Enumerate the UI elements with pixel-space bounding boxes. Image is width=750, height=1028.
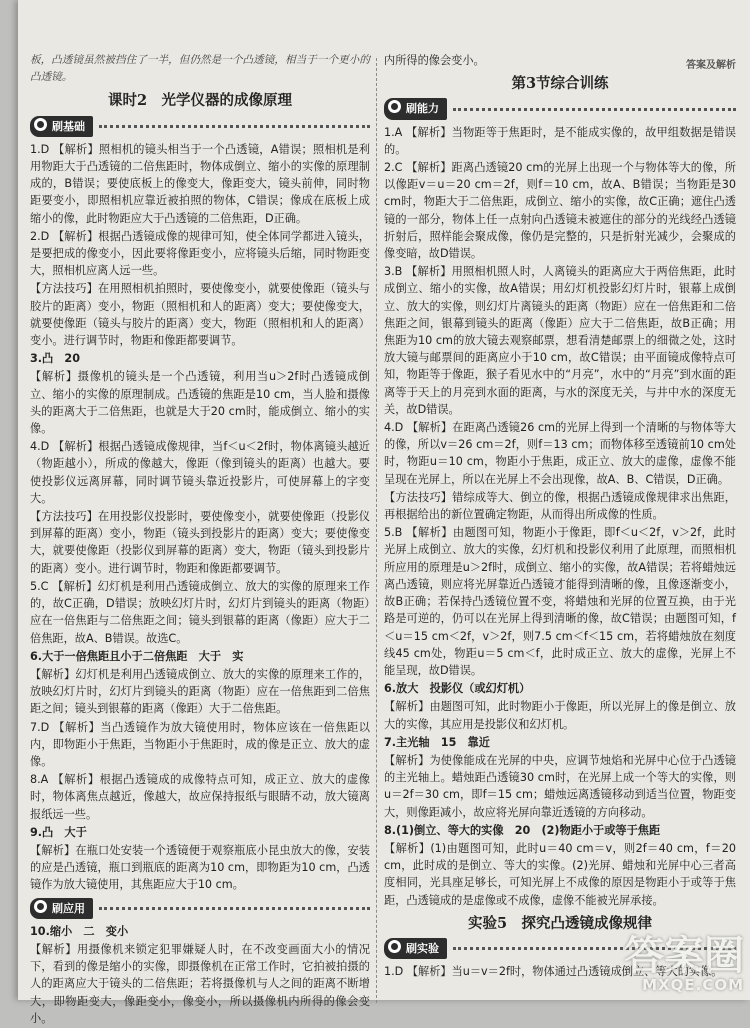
- tag-dots: [99, 907, 370, 910]
- left-column: [30, 52, 370, 1028]
- document-page: [18, 0, 750, 1025]
- answer-l9: 9.凸 大于: [30, 825, 87, 839]
- answer-r3: 3.B 【解析】用照相机照人时，人离镜头的距离应大于两倍焦距，此时成倒立、缩小的实像，故A错误；用幻灯机投影幻灯片时，银幕上成倒立、放大的实像，则幻灯片离镜头的距离（物距）应在一倍焦距和二倍焦距之间，银幕到镜头的距离（像距）应大于二倍焦距，故B正确；用焦距为10 cm的放大镜去观察邮票，想看清楚邮票上的细微之处，这时放大镜与邮票间的距离应小于10 cm，故C错误；由平面镜成像特点可知，物距等于像距，猴子看见水中的“月亮”，水中的“月亮”到水面的距离等于天上的月亮到水面的距离，与水的深度无关，与井中水的深度无关，故D错误。: [384, 265, 736, 416]
- answer-r6-analysis: 【解析】由题图可知，此时物距小于像距，所以光屏上的像是倒立、放大的实像，其应用是投影仪和幻灯机。: [384, 700, 736, 731]
- answer-r2: 2.C 【解析】距离凸透镜20 cm的光屏上出现一个与物体等大的像，所以像距v＝u＝20 cm＝2f，则f＝10 cm，故A、B错误；当物距是30 cm时，物距大于二倍焦距，成倒立、缩小的实像，故C正确；遮住凸透镜的一部分，物体上任一点射向凸透镜未被遮住的部分的光线经凸透镜折射后，照样能会聚成像，像仍是完整的，只是折射光减少，会聚成的像变暗，故D错误。: [384, 161, 736, 261]
- tag-apply: [30, 898, 370, 919]
- tip-l1: 【方法技巧】在用照相机拍照时，要使像变小，就要使像距（镜头与胶片的距离）变小，物距（照相机和人的距离）变大；要使像变大，就要使像距（镜头与胶片的距离）变大，物距（照相机和人的距离）变小。进行调节时，物距和像距都要调节。: [30, 282, 370, 348]
- answer-r8-analysis: 【解析】(1)由题图可知，此时u＝40 cm＝v，则2f＝40 cm，f＝20 cm，此时成的是倒立、等大的实像。(2)光屏、蜡烛和光屏中心三者高度相同，光具座足够长，可知光屏上不成像的原因是物距小于或等于焦距，凸透镜成的是虚像或不成像，虚像不能被光屏承接。: [384, 841, 736, 907]
- tag-experiment-label: 刷实验: [406, 941, 439, 955]
- watermark-logo: 答案圈: [624, 933, 744, 979]
- tip-l2: 【方法技巧】在用投影仪投影时，要使像变小，就要使像距（投影仪到屏幕的距离）变小，物距（镜头到投影片的距离）变大；要使像变大，就要使像距（投影仪到屏幕的距离）变大，物距（镜头到投影片的距离）变小。进行调节时，物距和像距都要调节。: [30, 510, 370, 575]
- answer-l6: 6.大于一倍焦距且小于二倍焦距 大于 实: [30, 649, 244, 663]
- answer-l2: 2.D 【解析】根据凸透镜成像的规律可知，使全体同学都进入镜头，是要把成的像变小，因此要将像距变小，应将镜头后缩，同时物距变大，照相机应离人远一些。: [30, 229, 370, 278]
- answer-r7-analysis: 【解析】为使像能成在光屏的中央，应调节烛焰和光屏中心位于凸透镜的主光轴上。蜡烛距凸透镜30 cm时，在光屏上成一个等大的实像，则u＝2f＝30 cm，即f＝15 cm；蜡烛远离透镜移动到适当位置，物距变大，则像距减小，故应将光屏向靠近透镜的方向移动。: [384, 753, 736, 819]
- tag-ability: [384, 98, 736, 119]
- answer-l1: 1.D 【解析】照相机的镜头相当于一个凸透镜，A错误；照相机是利用物距大于凸透镜的二倍焦距时，物体成倒立、缩小的实像的原理制成的，B错误；要使底板上的像变大，像距变大，镜头前伸，同时物距要变小，即照相机应靠近被拍照的物体，C错误；像成在底板上成缩小的像，此时物距应大于凸透镜的二倍焦距，D正确。: [30, 142, 370, 225]
- site-watermark: [624, 933, 744, 994]
- answer-l9-analysis: 【解析】在瓶口处安装一个透镜便于观察瓶底小昆虫放大的像，安装的应是凸透镜，瓶口到瓶底的距离为10 cm，即物距为10 cm，凸透镜作为放大镜使用，其焦距应大于10 cm。: [30, 843, 370, 892]
- watermark-url: MXQE.COM: [642, 976, 744, 994]
- answer-r6: 6.放大 投影仪（或幻灯机）: [384, 682, 531, 696]
- pen-icon: [34, 900, 47, 913]
- pen-icon: [388, 100, 401, 113]
- tag-apply-label: 刷应用: [52, 901, 85, 915]
- left-intro: 板，凸透镜虽然被挡住了一半，但仍然是一个凸透镜，相当于一个更小的凸透镜。: [30, 54, 370, 84]
- tag-dots: [453, 108, 736, 111]
- answer-l10: 10.缩小 二 变小: [30, 924, 129, 938]
- tag-basic-label: 刷基础: [52, 119, 85, 133]
- column-divider: [376, 58, 377, 1003]
- answer-r9: 1.D 【解析】当u＝v＝2f时，物体通过凸透镜成倒立、等大的实像。: [384, 965, 723, 979]
- answer-r1: 1.A 【解析】当物距等于焦距时，是不能成实像的，故甲组数据是错误的。: [384, 125, 736, 156]
- answer-r5: 5.B 【解析】由题图可知，物距小于像距，即f＜u＜2f，v＞2f，此时光屏上成倒立、放大的实像，幻灯机和投影仪利用了此原理，而照相机所应用的原理是u＞2f时，成倒立、缩小的实像，故A错误；若将蜡烛远离凸透镜，则应将光屏靠近凸透镜才能得到清晰的像，且像逐渐变小，故B正确；若保持凸透镜位置不变，将蜡烛和光屏的位置互换，由于光路是可逆的，仍可以在光屏上得到清晰的像，故C错误；由题图可知，f＜u＝15 cm＜2f，v＞2f，则7.5 cm＜f＜15 cm，若将蜡烛放在刻度线45 cm处，物距u＝5 cm＜f，此时成正立、放大的虚像，光屏上不能呈现，故D错误。: [384, 526, 736, 677]
- left-section-title: 课时2 光学仪器的成像原理: [107, 92, 293, 110]
- answer-l4: 4.D 【解析】根据凸透镜成像规律，当f＜u＜2f时，物体离镜头越近（物距越小），所成的像越大，像距（像到镜头的距离）也越大。要使投影仪远离屏幕，同时调节镜头靠近投影片，可使屏幕上的字变大。: [30, 440, 370, 505]
- right-column: [384, 52, 736, 981]
- answer-l3-analysis: 【解析】摄像机的镜头是一个凸透镜，利用当u＞2f时凸透镜成倒立、缩小的实像的原理制成。凸透镜的焦距是10 cm，当人脸和摄像头的距离大于二倍焦距，也就是大于20 cm时，能成倒立、缩小的实像。: [30, 370, 370, 436]
- answer-l6-analysis: 【解析】幻灯机是利用凸透镜成倒立、放大的实像的原理来工作的，放映幻灯片时，幻灯片到镜头的距离（物距）应在一倍焦距到二倍焦距之间；镜头到银幕的距离（像距）大于二倍焦距。: [30, 667, 370, 716]
- answer-l10-analysis: 【解析】用摄像机来锁定犯罪嫌疑人时，在不改变画面大小的情况下，看到的像是缩小的实像，即摄像机在正常工作时，它拍被拍摄的人的距离应大于镜头的二倍焦距；若将摄像机与人之间的距离不断增大，即物距变大，像距变小，像变小，所以摄像机内所得的像会变小。: [30, 942, 370, 1025]
- right-intro: 内所得的像会变小。: [384, 54, 485, 67]
- answer-r4: 4.D 【解析】在距离凸透镜26 cm的光屏上得到一个清晰的与物体等大的像，所以v＝26 cm＝2f，则f＝13 cm；而物体移至透镜前10 cm处时，物距u＝10 cm，物距小于焦距，成正立、放大的虚像，虚像不能呈现在光屏上，所以在光屏上不会出现像，故A、B、C错误，D正确。: [384, 421, 736, 486]
- answer-l8: 8.A 【解析】根据凸透镜成的成像特点可知，成正立、放大的虚像时，物体离焦点越近，像越大，故应保持报纸与眼睛不动，放大镜离报纸远一些。: [30, 773, 370, 821]
- right-section-title: 第3节综合训练: [511, 75, 609, 93]
- header-label: 答案及解析: [686, 60, 736, 71]
- answer-l5: 5.C 【解析】幻灯机是利用凸透镜成倒立、放大的实像的原理来工作的，故C正确，D错误；放映幻灯片时，幻灯片到镜头的距离（物距）应在一倍焦距与二倍焦距之间；镜头到银幕的距离（像距）应大于二倍焦距，故A、B错误。故选C。: [30, 579, 370, 645]
- answer-l7: 7.D 【解析】当凸透镜作为放大镜使用时，物体应该在一倍焦距以内，即物距小于焦距，当物距小于焦距时，成的像是正立、放大的虚像。: [30, 720, 370, 768]
- right-section-title-2: 实验5 探究凸透镜成像规律: [467, 914, 653, 932]
- tip-r1: 【方法技巧】错综成等大、倒立的像，根据凸透镜成像规律求出焦距，再根据给出的新位置确定物距，从而得出所成像的性质。: [384, 490, 736, 522]
- answer-r7: 7.主光轴 15 靠近: [384, 735, 490, 749]
- pen-icon: [388, 940, 401, 953]
- tag-ability-label: 刷能力: [406, 102, 439, 116]
- tag-basic: [30, 116, 370, 137]
- answer-l3: 3.凸 20: [30, 352, 80, 366]
- pen-icon: [34, 118, 47, 131]
- tag-dots: [99, 125, 370, 128]
- answer-r8: 8.(1)倒立、等大的实像 20 (2)物距小于或等于焦距: [384, 823, 661, 837]
